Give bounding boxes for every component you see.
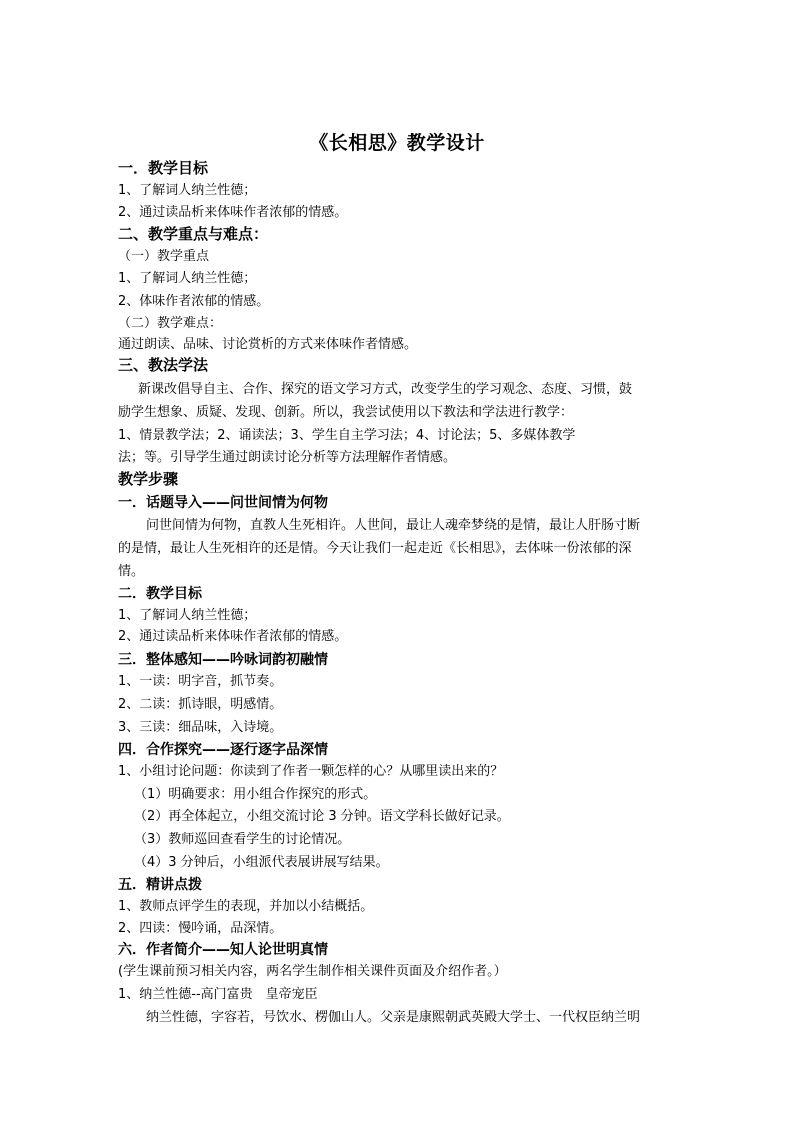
step-heading: 一．话题导入——问世间情为何物	[118, 495, 328, 511]
paragraph-line: 情。	[118, 564, 145, 579]
paragraph-line: 励学生想象、质疑、发现、创新。所以，我尝试使用以下教法和学法进行教学：	[118, 405, 574, 420]
list-subitem: （1）明确要求：用小组合作探究的形式。	[134, 787, 377, 802]
paragraph-line: 纳兰性德，字容若，号饮水、楞伽山人。父亲是康熙朝武英殿大学士、一代权臣纳兰明	[146, 1010, 641, 1025]
step-heading: 二．教学目标	[118, 586, 202, 602]
note: (学生课前预习相关内容，两名学生制作相关课件页面及介绍作者。）	[118, 964, 507, 979]
paragraph-line: 1、情景教学法；2、诵读法；3、学生自主学习法；4、讨论法；5、多媒体教学	[118, 428, 576, 443]
subheading: （二）教学难点：	[118, 316, 223, 331]
section-heading: 教学步骤	[118, 470, 179, 488]
section-heading: 三、教法学法	[118, 356, 209, 374]
document-title: 《长相思》教学设计	[309, 132, 485, 154]
step-heading: 三．整体感知——吟咏词韵初融情	[118, 652, 328, 668]
paragraph-line: 新课改倡导自主、合作、探究的语文学习方式，改变学生的学习观念、态度、习惯，鼓	[138, 382, 633, 397]
list-item: 通过朗读、品味、讨论赏析的方式来体味作者情感。	[118, 337, 418, 352]
list-item: 1、纳兰性德--高门富贵 皇帝宠臣	[118, 987, 318, 1002]
paragraph-line: 法；等。引导学生通过朗读讨论分析等方法理解作者情感。	[118, 450, 457, 465]
list-item: 2、二读：抓诗眼，明感情。	[118, 697, 283, 712]
list-item: 1、一读：明字音，抓节奏。	[118, 674, 283, 689]
list-item: 1、小组讨论问题：你读到了作者一颗怎样的心？从哪里读出来的？	[118, 764, 504, 779]
list-item: 2、体味作者浓郁的情感。	[118, 294, 270, 309]
step-heading: 六．作者简介——知人论世明真情	[118, 942, 328, 958]
list-subitem: （2）再全体起立，小组交流讨论 3 分钟。语文学科长做好记录。	[134, 809, 510, 824]
list-item: 3、三读：细品味，入诗境。	[118, 720, 283, 735]
step-heading: 五．精讲点拨	[118, 877, 202, 893]
list-item: 1、了解词人纳兰性德；	[118, 608, 257, 623]
list-item: 2、四读：慢吟诵，品深情。	[118, 921, 283, 936]
paragraph-line: 的是情，最让人生死相许的还是情。今天让我们一起走近《长相思》，去体味一份浓郁的深	[118, 541, 632, 556]
list-item: 1、了解词人纳兰性德；	[118, 271, 257, 286]
list-item: 2、通过读品析来体味作者浓郁的情感。	[118, 629, 348, 644]
list-item: 1、教师点评学生的表现，并加以小结概括。	[118, 899, 374, 914]
step-heading: 四．合作探究——逐行逐字品深情	[118, 742, 328, 758]
subheading: （一）教学重点	[118, 249, 210, 264]
section-heading: 二、教学重点与难点：	[118, 225, 269, 243]
section-heading: 一．教学目标	[118, 159, 209, 177]
list-item: 1、了解词人纳兰性德；	[118, 183, 257, 198]
list-subitem: （3）教师巡回查看学生的讨论情况。	[134, 832, 351, 847]
list-subitem: （4）3 分钟后，小组派代表展讲展写结果。	[134, 855, 389, 870]
list-item: 2、通过读品析来体味作者浓郁的情感。	[118, 205, 348, 220]
paragraph-line: 问世间情为何物，直教人生死相许。人世间，最让人魂牵梦绕的是情，最让人肝肠寸断	[146, 518, 641, 533]
